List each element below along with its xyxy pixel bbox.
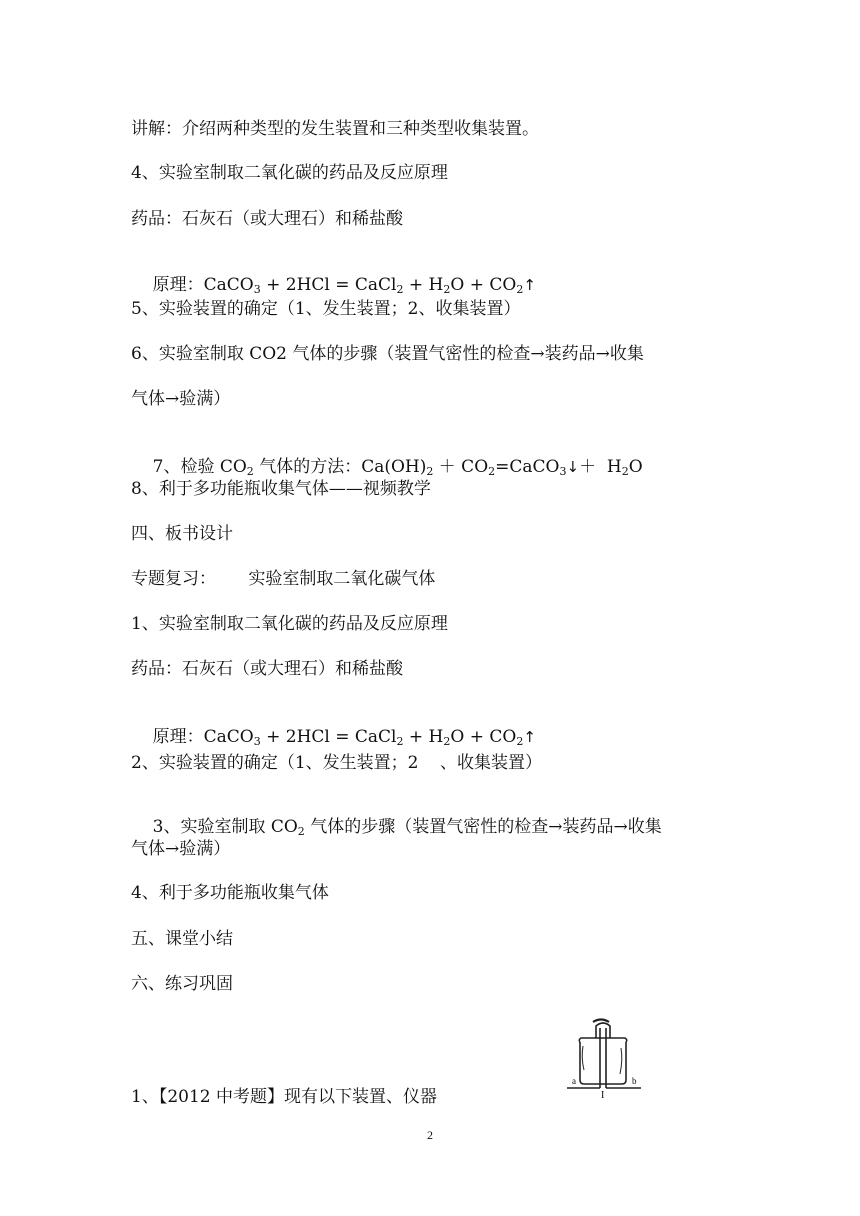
gas-bottle-figure <box>563 1018 645 1098</box>
up-arrow-icon: ↑ <box>523 276 536 294</box>
section-heading-4: 四、板书设计 <box>131 524 233 544</box>
equation-line-3: 原理：CaCO$_3$ + 2HCl = CaCl$_2$ + $H_2O$ + $CO_2↑$ <box>152 727 536 748</box>
section-heading-5: 五、课堂小结 <box>131 929 233 949</box>
label-b: b <box>632 1076 637 1086</box>
question-line-1: 1、【2012 中考题】现有以下装置、仪器 <box>131 1087 437 1107</box>
text-line-9: 8、利于多功能瓶收集气体——视频教学 <box>131 479 431 499</box>
text-line-1: 讲解：介绍两种类型的发生装置和三种类型收集装置。 <box>131 119 539 139</box>
text-line-18: 4、利于多功能瓶收集气体 <box>131 883 329 903</box>
equation-line-2: 7、检验 $CO_2$ 气体的方法：$Ca(OH)_2$ ＋ $CO_2=CaCO_3↓+ H_2O$ <box>152 457 643 478</box>
text-line-16: 3、实验室制取 $CO_2$ 气体的步骤（装置气密性的检查→装药品→收集 <box>152 817 662 838</box>
text-line-7: 气体→验满） <box>131 389 231 409</box>
text-line-17: 气体→验满） <box>131 839 231 859</box>
equation-line-1: 原理：CaCO$_3$ + 2HCl = CaCl$_2$ + $H_2O$ + $CO_2↑$ <box>152 275 536 296</box>
text-line-12: 1、实验室制取二氧化碳的药品及反应原理 <box>131 614 448 634</box>
text-line-2: 4、实验室制取二氧化碳的药品及反应原理 <box>131 163 448 183</box>
text-line-6: 6、实验室制取 CO2 气体的步骤（装置气密性的检查→装药品→收集 <box>131 344 644 364</box>
text-line-15: 2、实验装置的确定（1、发生装置；2 、收集装置） <box>131 753 543 773</box>
label-a: a <box>572 1076 576 1086</box>
figure-number: I <box>601 1090 605 1098</box>
up-arrow-icon: ↑ <box>523 728 536 746</box>
page-number: 2 <box>427 1128 433 1142</box>
section-heading-6: 六、练习巩固 <box>131 974 233 994</box>
text-line-11: 专题复习： 实验室制取二氧化碳气体 <box>131 569 436 589</box>
text-line-13: 药品：石灰石（或大理石）和稀盐酸 <box>131 659 403 679</box>
down-arrow-icon: ↓ <box>566 458 580 476</box>
text-line-3: 药品：石灰石（或大理石）和稀盐酸 <box>131 209 403 229</box>
text-line-5: 5、实验装置的确定（1、发生装置；2、收集装置） <box>131 299 521 319</box>
